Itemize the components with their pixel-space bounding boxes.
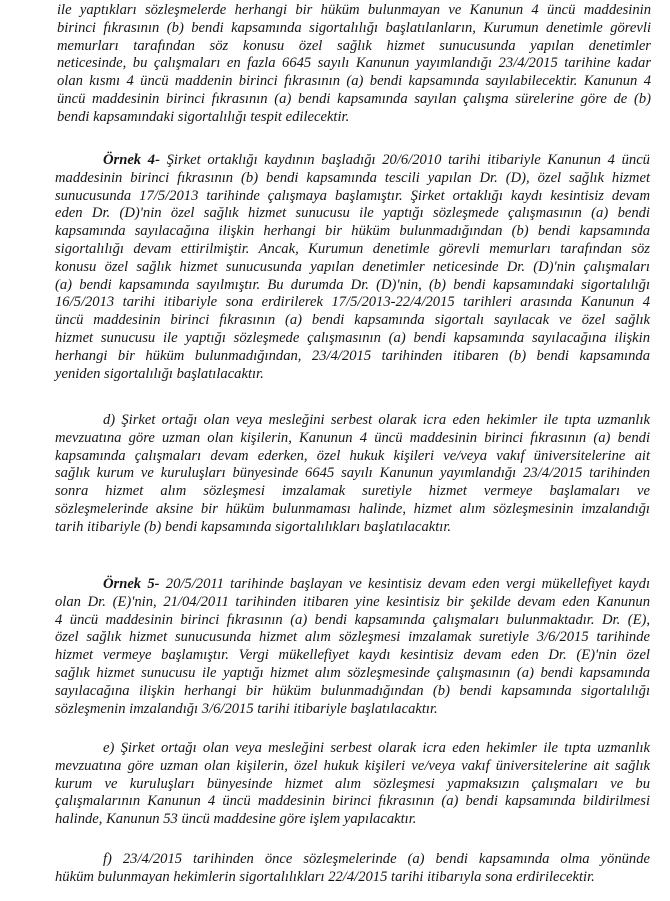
text-line: f) 23/4/2015 tarihinden önce sözleşmelerinde (a) bendi kapsamında olma yönünde — [103, 851, 650, 867]
text-line: eden Dr. (D)'nin özel sağlık hizmet sunucusu ile yaptığı sözleşmede çalışmasının (a) bendi — [55, 205, 650, 222]
example-4-lead: Örnek 4- — [103, 152, 160, 168]
text-line: halinde, Kanunun 53 üncü maddesine göre işlem yapılacaktır. — [55, 811, 417, 828]
text-line: ile yaptıkları sözleşmelerde herhangi bir hüküm bulunmayan ve Kanunun 4 üncü maddesinin — [57, 2, 651, 18]
text-line — [55, 576, 650, 594]
text-line: sonra hizmet alım sözleşmesi imzalamak suretiyle hizmet vermeye başlamaları ve — [55, 483, 650, 500]
text-line: hizmet sunucusu ile yaptığı sözleşmede çalışmasının (a) bendi kapsamında sayılacağına ilişkin — [55, 329, 650, 346]
text-line: mevzuatına göre uzman olan kişilerin, Kanunun 4 üncü maddesinin birinci fıkrasının (a) bendi — [55, 429, 650, 446]
text-line: olan kısmı 4 üncü maddenin birinci fıkrasının (a) bendi kapsamında sayılabilecektir. Kanunun 4 — [57, 73, 651, 90]
paragraph-d — [55, 412, 650, 537]
text-line: e) Şirket ortağı olan veya mesleğini serbest olarak icra eden hekimler ile tıpta uzmanlık — [103, 740, 650, 756]
text-line-rest: Şirket ortaklığı kaydının başladığı 20/6/2010 tarihi itibariyle Kanunun 4 üncü — [159, 152, 650, 168]
text-line: neticesinde, bu çalışmaları en fazla 6645 sayılı Kanunun yayımlandığı 23/4/2015 tarihine kadar — [57, 55, 651, 72]
text-line: üncü maddesinin birinci fıkrasının (a) bendi kapsamında sayılan çalışma sürelerine göre de (b) — [57, 90, 651, 107]
text-line: üncü maddesinin birinci fıkrasının (a) bendi kapsamında sigortalı sayılacak ve özel sağlık — [55, 312, 650, 329]
text-line: yeniden sigortalılığı başlatılacaktır. — [55, 365, 264, 382]
text-line: herhangi bir hüküm bulunmadığından, 23/4/2015 tarihinden itibaren (b) bendi kapsamında — [55, 347, 650, 364]
text-line: sağlık kurum ve kuruluşları bünyesinde 6645 sayılı Kanunun yayımlandığı 23/4/2015 tarihinden — [55, 465, 650, 482]
text-line: kapsamında sayılacağına ilişkin herhangi bir hüküm bulunmadığından (b) bendi kapsamında — [55, 223, 650, 240]
text-line: mevzuatına göre uzman olan kişilerin, özel hukuk kişileri ve/veya vakıf üniversitelerine ait sağlık — [55, 757, 650, 774]
text-line: sağlık hizmet sunucusu ile yaptığı hizmet alım sözleşmesinde çalışmasının (a) bendi kapsamında — [55, 664, 650, 681]
example-5-lead: Örnek 5- — [103, 576, 160, 592]
text-line: hizmet vermeye başlamıştır. Vergi mükellefiyet kaydı kesintisiz devam eden Dr. (E)'nin özel — [55, 647, 650, 664]
text-line: sözleşmenin imzalandığı 3/6/2015 tarihi itibariyle başlatılacaktır. — [55, 700, 438, 717]
text-line: sayılacağına ilişkin herhangi bir hüküm bulunmadığından (b) bendi kapsamında sigortalılığı — [55, 682, 650, 699]
text-line: konusu özel sağlık hizmet sunucusunda yapılan denetimler neticesinde Dr. (D)'nin çalışmaları — [55, 258, 650, 275]
paragraph-1 — [57, 2, 651, 127]
text-line: sigortalılığı devam ettirilmiştir. Ancak, Kurumun denetimle görevli memurları tarafından söz — [55, 240, 650, 257]
text-line: 16/5/2013 tarihi itibariyle sona erdirilerek 17/5/2013-22/4/2015 tarihleri arasında Kanunun 4 — [55, 294, 650, 311]
paragraph-e — [55, 740, 650, 829]
text-line: özel sağlık hizmet sunucusunda hizmet alım sözleşmesi imzalamak suretiyle 3/6/2015 tarihinde — [55, 629, 650, 646]
text-line: çalışmalarının Kanunun 4 üncü maddesinin birinci fıkrasının (a) bendi kapsamında bildirilmesi — [55, 793, 650, 810]
paragraph-example-5 — [55, 576, 650, 718]
paragraph-f — [55, 851, 650, 887]
text-line: maddesinin birinci fıkrasının (b) bendi kapsamında tescili yapılan Dr. (D), özel sağlık hizmet — [55, 169, 650, 186]
text-line: sunucusunda 17/5/2013 tarihinde çalışmaya başlamıştır. Şirket ortaklığı kaydı kesintisiz devam — [55, 187, 650, 204]
text-line: bendi kapsamındaki sigortalılığı tespit edilecektir. — [57, 108, 350, 125]
text-line: kurum ve kuruluşları bünyesinde hizmet alım sözleşmesi yapmaksızın çalışmaları ve bu — [55, 775, 650, 792]
text-line: kapsamında çalışmaları devam ederken, özel hukuk kişileri ve/veya vakıf üniversitelerine ait — [55, 447, 650, 464]
text-line: tarih itibariyle (b) bendi kapsamında sigortalılıkları başlatılacaktır. — [55, 518, 452, 535]
text-line: memurları tarafından söz konusu özel sağlık hizmet sunucusunda yapılan denetimler — [57, 37, 651, 54]
text-line: sözleşmelerinde aksine bir hüküm bulunmaması halinde, hizmet alım sözleşmesinin imzalandığı — [55, 500, 650, 517]
text-line: 4 üncü maddesinin birinci fıkrasının (a) bendi kapsamında çalışmaları bulunmaktadır. Dr. (E), — [55, 611, 650, 628]
text-line: hüküm bulunmayan hekimlerin sigortalılıkları 22/4/2015 tarihi itibarıyla sona erdirilecektir. — [55, 868, 595, 885]
text-line — [55, 152, 650, 170]
text-line: d) Şirket ortağı olan veya mesleğini serbest olarak icra eden hekimler ile tıpta uzmanlık — [103, 412, 650, 428]
text-line: (a) bendi kapsamında sayılmıştır. Bu durumda Dr. (D)'nin, (b) bendi kapsamındaki sigortalılığı — [55, 276, 650, 293]
text-line-rest: 20/5/2011 tarihinde başlayan ve kesintisiz devam eden vergi mükellefiyet kaydı — [159, 576, 651, 592]
paragraph-example-4 — [55, 152, 650, 383]
text-line: birinci fıkrasının (b) bendi kapsamında sigortalılığı başlatılanların, Kurumun denetimle görevli — [57, 19, 651, 36]
text-line: olan Dr. (E)'nin, 21/04/2011 tarihinden itibaren yine kesintisiz bir şekilde devam eden Kanunun — [55, 593, 650, 610]
